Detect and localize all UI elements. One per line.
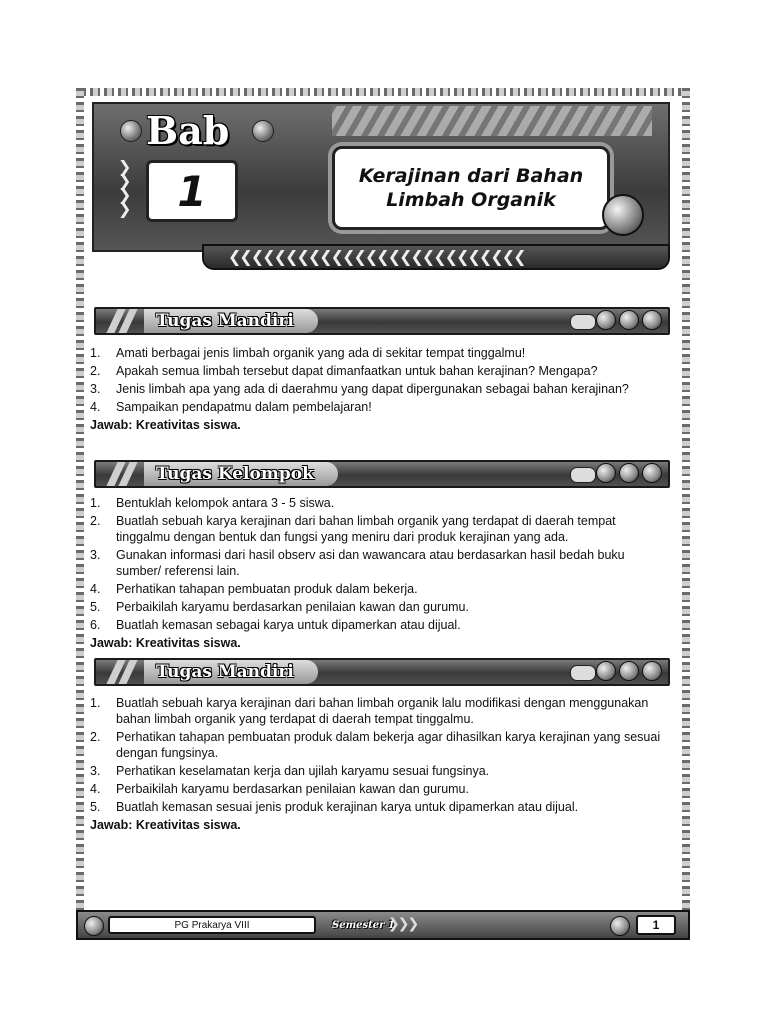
item-text: Jenis limbah apa yang ada di daerahmu yang dapat dipergunakan sebagai bahan kerajinan? (116, 382, 629, 396)
list-item (90, 513, 670, 545)
item-text: Buatlah kemasan sesuai jenis produk kerajinan karya untuk dipamerkan atau dijual. (116, 800, 579, 814)
list-item (90, 495, 670, 511)
banner-dots (596, 463, 662, 483)
item-number: 3. (90, 548, 101, 562)
item-number: 1. (90, 346, 101, 360)
item-text: Buatlah kemasan sebagai karya untuk dipamerkan atau dijual. (116, 618, 461, 632)
bolt-icon (252, 120, 274, 142)
pill-icon (570, 314, 596, 330)
section-heading: Tugas Mandiri (156, 662, 294, 682)
item-number: 3. (90, 382, 101, 396)
section-content (90, 695, 670, 833)
list-item (90, 599, 670, 615)
item-number: 4. (90, 400, 101, 414)
decorative-stripe (332, 106, 652, 136)
item-text: Perhatikan tahapan pembuatan produk dalam bekerja. (116, 582, 418, 596)
list-item (90, 763, 670, 779)
circle-icon (642, 463, 662, 483)
banner-label-pill (144, 660, 318, 684)
answer-text: Jawab: Kreativitas siswa. (90, 818, 241, 832)
frame-border-left (76, 88, 84, 940)
frame-border-top (76, 88, 690, 96)
circle-icon (596, 661, 616, 681)
item-text: Amati berbagai jenis limbah organik yang ada di sekitar tempat tinggalmu! (116, 346, 526, 360)
banner-label-pill (144, 462, 338, 486)
circle-icon (596, 310, 616, 330)
item-number: 2. (90, 364, 101, 378)
answer-text: Jawab: Kreativitas siswa. (90, 636, 241, 650)
item-text: Perhatikan tahapan pembuatan produk dalam bekerja agar dihasilkan karya kerajinan yang sesuai dengan fungsinya. (116, 730, 661, 760)
task-list (90, 345, 670, 415)
item-number: 1. (90, 496, 101, 510)
chapter-number-box (146, 160, 238, 222)
list-item (90, 617, 670, 633)
chapter-title-box (332, 146, 610, 230)
list-item (90, 363, 670, 379)
circle-icon (642, 661, 662, 681)
section-content (90, 345, 670, 433)
knob-icon (602, 194, 644, 236)
chevron-left-icon: ❮❮❮❮❮❮❮❮❮❮❮❮❮❮❮❮❮❮❮❮❮❮❮❮❮❮ (228, 247, 525, 266)
item-number: 2. (90, 730, 101, 744)
item-text: Perbaikilah karyamu berdasarkan penilaian kawan dan gurumu. (116, 782, 469, 796)
list-item (90, 381, 670, 397)
chapter-header (92, 102, 670, 280)
answer-text: Jawab: Kreativitas siswa. (90, 418, 241, 432)
chapter-number: 1 (177, 166, 207, 216)
item-number: 2. (90, 514, 101, 528)
list-item (90, 581, 670, 597)
circle-icon (596, 463, 616, 483)
circle-icon (642, 310, 662, 330)
list-item (90, 729, 670, 761)
list-item (90, 799, 670, 815)
list-item (90, 345, 670, 361)
banner-dots (596, 310, 662, 330)
item-number: 1. (90, 696, 101, 710)
banner-label-pill (144, 309, 318, 333)
page-number: 1 (636, 915, 676, 935)
item-number: 4. (90, 582, 101, 596)
task-list (90, 695, 670, 815)
item-number: 5. (90, 800, 101, 814)
page-footer (76, 910, 690, 940)
item-number: 3. (90, 764, 101, 778)
section-heading: Tugas Kelompok (156, 464, 314, 484)
item-text: Sampaikan pendapatmu dalam pembelajaran! (116, 400, 372, 414)
item-text: Buatlah sebuah karya kerajinan dari bahan limbah organik yang terdapat di daerah tempat tinggalmu dengan bentuk dan fungsi yang meniru dari produk kerajinan yang ada. (116, 514, 616, 544)
item-text: Gunakan informasi dari hasil observ asi dan wawancara atau berdasarkan hasil bedah buku sumber/ referensi lain. (116, 548, 625, 578)
list-item (90, 399, 670, 415)
chevron-down-icon: ❯ ❯ ❯ ❯ (118, 157, 132, 218)
bolt-icon (120, 120, 142, 142)
item-text: Apakah semua limbah tersebut dapat dimanfaatkan untuk bahan kerajinan? Mengapa? (116, 364, 598, 378)
banner-dots (596, 661, 662, 681)
pill-icon (570, 665, 596, 681)
pill-icon (570, 467, 596, 483)
knob-icon (610, 916, 630, 936)
item-number: 6. (90, 618, 101, 632)
list-item (90, 781, 670, 797)
item-text: Bentuklah kelompok antara 3 - 5 siswa. (116, 496, 335, 510)
item-number: 5. (90, 600, 101, 614)
section-content (90, 495, 670, 651)
chevron-right-icon: ❯❯❯ (388, 916, 418, 932)
section-banner (94, 305, 670, 337)
frame-border-right (682, 88, 690, 940)
chapter-title: Kerajinan dari Bahan Limbah Organik (358, 165, 584, 211)
book-title: PG Prakarya VIII (108, 916, 316, 934)
semester-label: Semester 1 (332, 920, 395, 931)
chapter-label: Bab (146, 108, 230, 153)
knob-icon (84, 916, 104, 936)
item-text: Buatlah sebuah karya kerajinan dari bahan limbah organik lalu modifikasi dengan menggunakan bahan limbah organik yang terdapat di daerah tempat tinggalmu. (116, 696, 649, 726)
circle-icon (619, 463, 639, 483)
item-text: Perhatikan keselamatan kerja dan ujilah karyamu sesuai fungsinya. (116, 764, 490, 778)
circle-icon (619, 661, 639, 681)
circle-icon (619, 310, 639, 330)
task-list (90, 495, 670, 633)
list-item (90, 547, 670, 579)
item-text: Perbaikilah karyamu berdasarkan penilaian kawan dan gurumu. (116, 600, 469, 614)
list-item (90, 695, 670, 727)
chapter-bar (202, 244, 670, 270)
section-banner (94, 656, 670, 688)
section-heading: Tugas Mandiri (156, 311, 294, 331)
item-number: 4. (90, 782, 101, 796)
section-banner (94, 458, 670, 490)
